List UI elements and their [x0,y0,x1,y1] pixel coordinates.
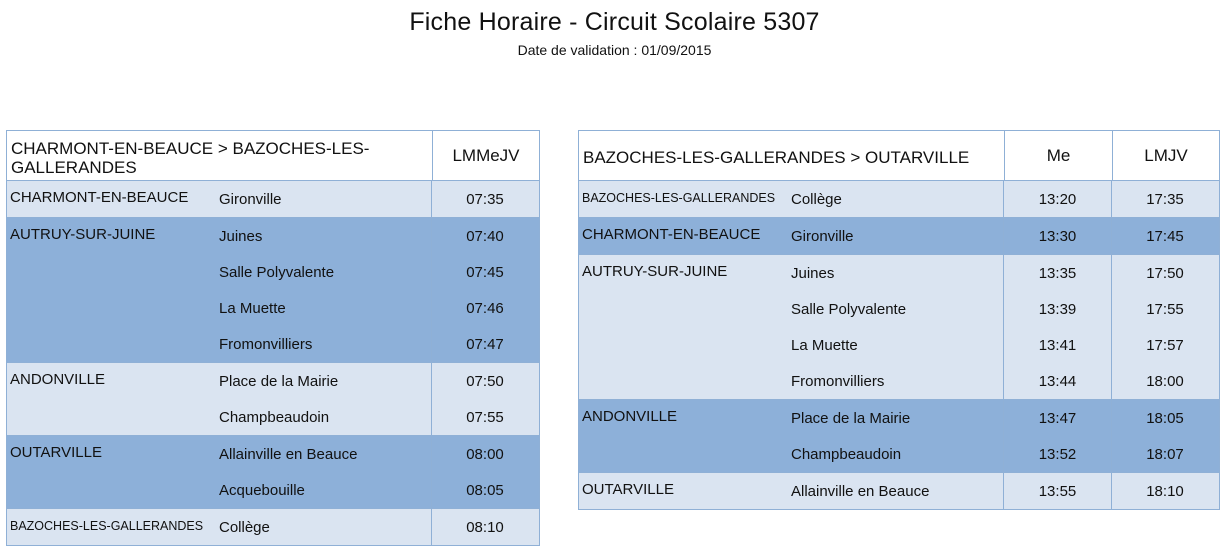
departure-time: 07:35 [431,181,538,217]
time-list [431,509,538,545]
departure-time: 07:45 [431,254,538,290]
stop-name: Fromonvilliers [791,372,885,390]
time-row [431,509,538,545]
time-row [1003,473,1218,509]
column-header-days: Me [1004,131,1112,180]
stop-list [791,181,1003,217]
departure-time: 18:10 [1111,473,1218,509]
route-title: BAZOCHES-LES-GALLERANDES > OUTARVILLE [583,148,970,167]
table-header [579,131,1219,181]
time-list [431,436,538,508]
stop-name: Gironville [791,227,854,245]
page-title: Fiche Horaire - Circuit Scolaire 5307 [409,8,820,36]
time-row [431,290,538,326]
commune-group [7,363,539,436]
departure-time: 17:35 [1111,181,1218,217]
departure-time: 07:46 [431,290,538,326]
departure-time: 18:07 [1111,436,1218,472]
departure-time: 17:45 [1111,218,1218,254]
time-row [431,399,538,435]
time-row [431,363,538,399]
departure-time: 13:41 [1003,327,1111,363]
departure-time: 17:50 [1111,255,1218,291]
departure-time: 07:47 [431,326,538,362]
time-row [431,472,538,508]
departure-time: 07:55 [431,399,538,435]
time-row [1003,436,1218,472]
route-title: CHARMONT-EN-BEAUCE > BAZOCHES-LES-GALLERANDES [11,138,370,177]
stop-name: Salle Polyvalente [219,263,335,281]
timetable-charmont-to-bazoches [6,130,540,546]
time-list [431,181,538,217]
stop-list [219,181,431,217]
departure-time: 08:00 [431,436,538,472]
table-header [7,131,539,181]
stop-list [791,473,1003,509]
time-row [1003,218,1218,254]
time-list [1003,473,1218,509]
stop-name: La Muette [219,299,286,317]
commune-name: CHARMONT-EN-BEAUCE [10,189,189,206]
timetable-bazoches-to-outarville [578,130,1220,510]
commune-group [7,181,539,218]
time-row [1003,363,1218,399]
stop-list [219,218,431,362]
stop-name: Champbeaudoin [219,408,330,426]
time-row [1003,181,1218,217]
commune-group [579,181,1219,218]
time-row [431,254,538,290]
stop-name: Place de la Mairie [219,372,339,390]
commune-name: ANDONVILLE [582,408,678,425]
departure-time: 08:10 [431,509,538,545]
commune-name: BAZOCHES-LES-GALLERANDES [10,519,204,533]
departure-time: 17:57 [1111,327,1218,363]
commune-name: BAZOCHES-LES-GALLERANDES [582,191,776,205]
commune-group [7,436,539,509]
time-row [1003,291,1218,327]
time-list [431,218,538,362]
stop-name: Acquebouille [219,481,305,499]
stop-name: Champbeaudoin [791,445,902,463]
commune-group [579,400,1219,473]
validation-date: Date de validation : 01/09/2015 [517,42,712,58]
time-list [431,363,538,435]
departure-time: 13:47 [1003,400,1111,436]
time-row [1003,255,1218,291]
departure-time: 13:20 [1003,181,1111,217]
stop-list [219,363,431,435]
column-header-days: LMJV [1112,131,1219,180]
departure-time: 08:05 [431,472,538,508]
commune-group [579,255,1219,400]
commune-group [7,218,539,363]
departure-time: 17:55 [1111,291,1218,327]
commune-name: ANDONVILLE [10,371,106,388]
commune-group [7,509,539,545]
time-row [431,218,538,254]
stop-name: Fromonvilliers [219,335,313,353]
stop-name: Collège [219,518,270,536]
stop-list [219,509,431,545]
stop-name: Allainville en Beauce [219,445,358,463]
stop-list [791,255,1003,399]
departure-time: 13:35 [1003,255,1111,291]
time-list [1003,181,1218,217]
stop-name: La Muette [791,336,858,354]
commune-name: OUTARVILLE [10,444,102,461]
departure-time: 13:39 [1003,291,1111,327]
departure-time: 18:05 [1111,400,1218,436]
commune-name: OUTARVILLE [582,481,674,498]
commune-name: AUTRUY-SUR-JUINE [10,226,156,243]
departure-time: 13:44 [1003,363,1111,399]
stop-name: Collège [791,190,842,208]
time-list [1003,218,1218,254]
time-row [431,181,538,217]
column-header-days: LMMeJV [432,131,539,180]
time-list [1003,255,1218,399]
stop-name: Salle Polyvalente [791,300,907,318]
time-row [1003,400,1218,436]
stop-list [219,436,431,508]
stop-name: Place de la Mairie [791,409,911,427]
commune-name: AUTRUY-SUR-JUINE [582,263,728,280]
departure-time: 13:55 [1003,473,1111,509]
departure-time: 18:00 [1111,363,1218,399]
time-row [431,436,538,472]
time-row [1003,327,1218,363]
departure-time: 07:50 [431,363,538,399]
departure-time: 13:52 [1003,436,1111,472]
time-row [431,326,538,362]
commune-name: CHARMONT-EN-BEAUCE [582,226,761,243]
departure-time: 13:30 [1003,218,1111,254]
stop-name: Juines [791,264,835,282]
commune-group [579,218,1219,255]
commune-group [579,473,1219,509]
stop-name: Allainville en Beauce [791,482,930,500]
stop-list [791,400,1003,472]
stop-name: Juines [219,227,263,245]
stop-name: Gironville [219,190,282,208]
time-list [1003,400,1218,472]
stop-list [791,218,1003,254]
departure-time: 07:40 [431,218,538,254]
